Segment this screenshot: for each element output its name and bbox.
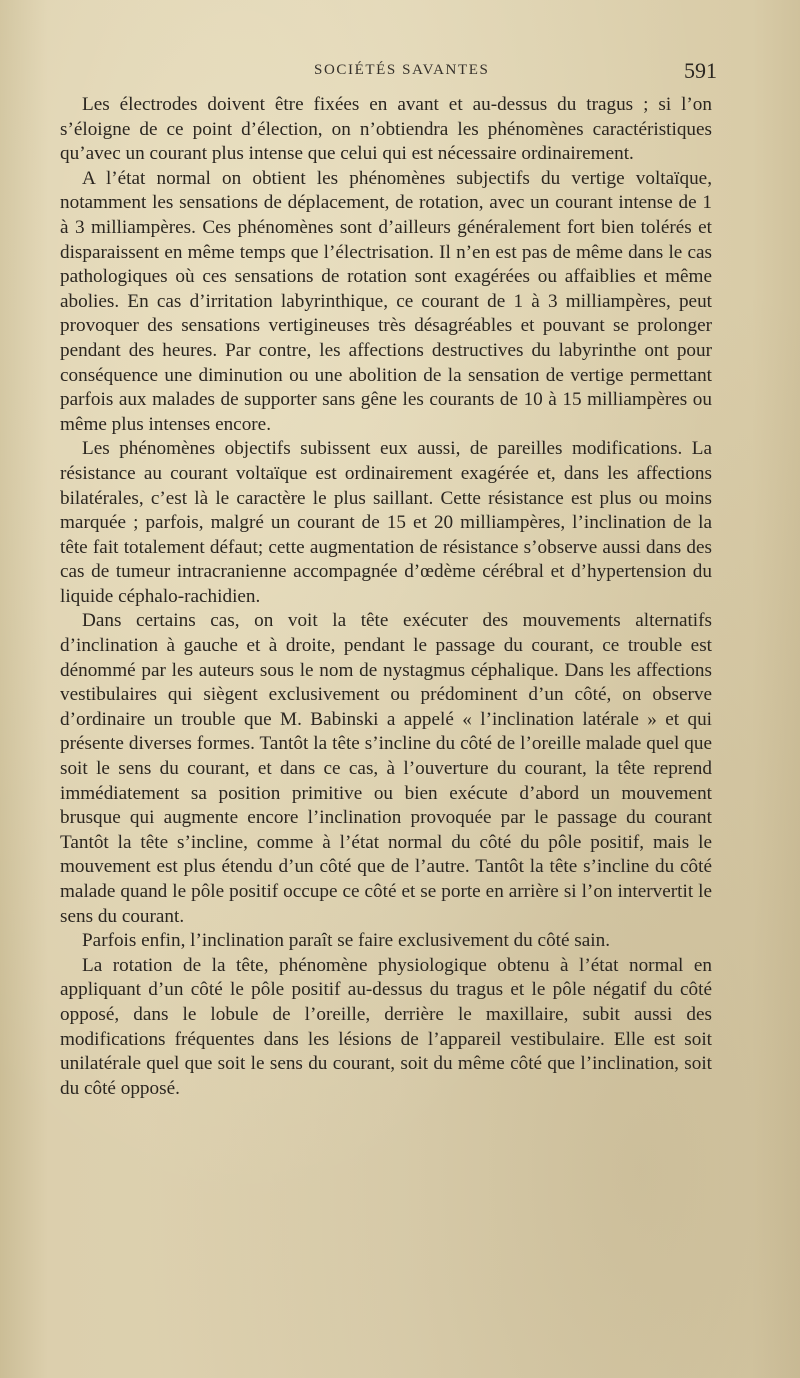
paragraph: A l’état normal on obtient les phénomènes subjectifs du vertige voltaïque, notamment les sensations de déplacement, de rotation, avec un courant intense de 1 à 3 milliampères. Ces phénomènes sont d’ailleurs généralement fort bien tolérés et disparaissent en même temps que l’électrisation. Il n’en est pas de même dans le cas pathologiques où ces sensations de rotation sont exagérées ou affaiblies et même abolies. En cas d’irritation labyrinthique, ce courant de 1 à 3 milliampères, peut provoquer des sensations vertigineuses très désagréables et pouvant se prolonger pendant des heures. Par contre, les affections destructives du labyrinthe ont pour conséquence une diminution ou une abolition de la sensation de vertige permettant parfois aux malades de supporter sans gêne les courants de 10 à 15 milliampères ou même plus intenses encore. <box>60 167 712 435</box>
paragraph: Parfois enfin, l’inclination paraît se faire exclusivement du côté sain. <box>82 930 611 952</box>
paragraph: Les phénomènes objectifs subissent eux aussi, de pareilles modifications. La résistance au courant voltaïque est ordinairement exagérée et, dans les affections bilatérales, c’est là le caractère le plus saillant. Cette résistance est plus ou moins marquée ; parfois, malgré un courant de 15 et 20 milliampères, l’inclination de la tête fait totalement défaut; cette augmentation de résistance s’observe aussi dans des cas de tumeur intracranienne accompagnée d’œdème cérébral et d’hypertension du liquide céphalo-rachidien. <box>60 438 712 607</box>
paragraph: Dans certains cas, on voit la tête exécuter des mouvements alternatifs d’inclination à gauche et à droite, pendant le passage du courant, ce trouble est dénommé par les auteurs sous le nom de nystagmus céphalique. Dans les affections vestibulaires qui siègent exclusivement ou prédominent d’un côté, on observe d’ordinaire un trouble que M. Babinski a appelé « l’inclination latérale » et qui présente diverses formes. Tantôt la tête s’incline du côté de l’oreille malade quel que soit le sens du courant, et dans ce cas, à l’ouverture du courant, la tête reprend immédiatement sa position primitive ou bien exécute d’abord un mouvement brusque qui augmente encore l’inclination provoquée par le passage du courant Tantôt la tête s’incline, comme à l’état normal du côté du pôle positif, mais le mouvement est plus étendu d’un côté que de l’autre. Tantôt la tête s’incline du côté malade quand le pôle positif occupe ce côté et se porte en arrière si l’on intervertit le sens du courant. <box>60 610 712 927</box>
page-header <box>0 58 800 86</box>
page-number: 591 <box>684 58 717 83</box>
body-text <box>60 93 712 1101</box>
paragraph: Les électrodes doivent être fixées en avant et au-dessus du tragus ; si l’on s’éloigne de ce point d’élection, on n’obtiendra les phénomènes caractéristiques qu’avec un courant plus intense que celui qui est nécessaire ordinairement. <box>60 94 712 165</box>
paragraph: La rotation de la tête, phénomène physiologique obtenu à l’état normal en appliquant d’un côté le pôle positif au-dessus du tragus et le pôle négatif du côté opposé, dans le lobule de l’oreille, derrière le maxillaire, subit aussi des modifications fréquentes dans les lésions de l’appareil vestibulaire. Elle est soit unilatérale quel que soit le sens du courant, soit du même côté que l’inclination, soit du côté opposé. <box>60 954 712 1099</box>
running-title: SOCIÉTÉS SAVANTES <box>314 62 490 78</box>
